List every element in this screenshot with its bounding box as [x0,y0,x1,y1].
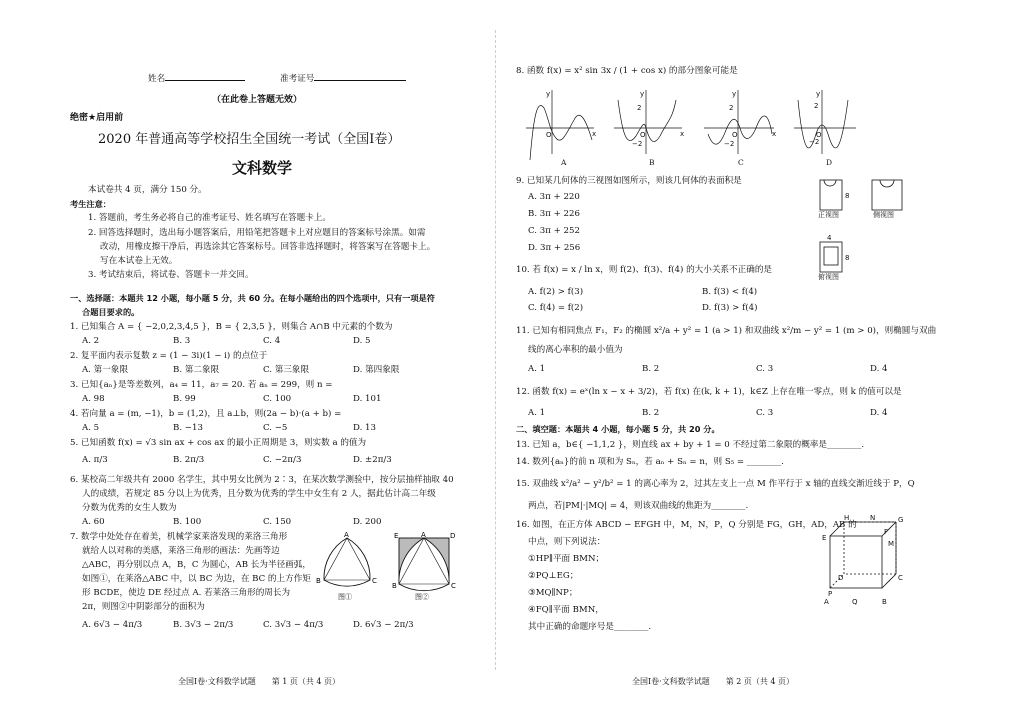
q15-line-2: 两点，若|PM|·|MQ| = 4，则该双曲线的焦距为________. [528,501,749,511]
fig1-caption: 图① [338,593,352,601]
q14-text: 14. 数列{aₙ}的前 n 项和为 Sₙ，若 aₙ + Sₙ = n，则 S₅ = ________. [516,457,784,467]
footer-right: 全国Ⅰ卷·文科数学试题 第 2 页（共 4 页） [632,677,795,686]
svg-text:E: E [394,532,399,540]
svg-text:O: O [546,131,552,139]
q8-stem: 8. 函数 f(x) = x² sin 3x / (1 + cos x) 的部分图象可能是 [516,66,738,76]
svg-text:E: E [822,534,827,542]
svg-text:D: D [838,574,844,582]
q13-text: 13. 已知 a，b∈{ −1,1,2 }，则直线 ax + by + 1 = 0 不经过第二象限的概率是________. [516,440,865,450]
q11-opt-b: B. 2 [642,364,660,374]
q7-line-4: 如图①，在莱洛△ABC 中，以 BC 为边，在 BC 的上方作矩 [82,574,311,584]
q12-opt-d: D. 4 [870,408,888,418]
q12-opt-a: A. 1 [528,408,546,418]
svg-text:A: A [824,598,829,606]
q9-front-view-caption: 正视图 [818,211,839,219]
q2-stem: 2. 复平面内表示复数 z = (1 − 3i)(1 − i) 的点位于 [70,351,268,361]
q1-opt-a: A. 2 [82,336,100,346]
section2-title: 二、填空题：本题共 4 小题，每小题 5 分，共 20 分。 [516,424,720,434]
reuleaux-figures [312,532,464,608]
q16-item-4: ④FQ∥平面 BMN， [528,605,604,615]
notice-title: 考生注意： [70,199,111,209]
q7-opt-c: C. 3√3 − 4π/3 [263,620,324,630]
q3-opt-c: C. 100 [263,394,292,404]
id-line: 准考证号 [280,70,406,85]
q4-opt-d: D. 13 [353,423,376,433]
q3-opt-b: B. 99 [173,394,196,404]
svg-text:C: C [451,582,456,590]
q11-line-1: 11. 已知有相同焦点 F₁，F₂ 的椭圆 x²/a + y² = 1 (a > 1) 和双曲线 x²/m − y² = 1 (m > 0)，则椭圆与双曲 [516,326,937,336]
q9-opt-d: D. 3π + 256 [528,243,581,253]
svg-text:Q: Q [852,598,858,606]
q6-opt-d: D. 200 [353,517,382,527]
q4-opt-a: A. 5 [82,423,100,433]
footer-left: 全国Ⅰ卷·文科数学试题 第 1 页（共 4 页） [178,677,341,686]
q9-top-view-caption: 俯视图 [818,273,839,281]
q10-opt-d: D. f(3) > f(4) [702,303,758,313]
q2-opt-a: A. 第一象限 [82,365,129,375]
svg-text:2: 2 [729,104,734,112]
q16-item-1: ①HP∥平面 BMN； [528,554,605,564]
svg-text:x: x [592,130,597,138]
svg-text:y: y [816,90,821,98]
q10-opt-b: B. f(3) < f(4) [702,287,758,297]
q8-graph-label-c: C [738,158,744,167]
q3-opt-d: D. 101 [353,394,382,404]
q2-opt-d: D. 第四象限 [353,365,400,375]
q9-opt-b: B. 3π + 226 [528,209,580,219]
svg-text:B: B [882,598,887,606]
svg-text:y: y [640,90,645,98]
reuleaux-triangle-fig1 [324,538,370,586]
q16-line-1: 16. 如图，在正方体 ABCD − EFGH 中，M，N，P，Q 分别是 FG，GH，AD，AB 的 [516,520,857,530]
svg-text:B: B [316,577,321,585]
q10-opt-c: C. f(4) = f(2) [528,303,584,313]
q1-opt-d: D. 5 [353,336,371,346]
q16-line-2: 中点，则下列说法： [528,537,606,547]
q5-opt-d: D. ±2π/3 [353,455,392,465]
q12-opt-b: B. 2 [642,408,660,418]
svg-text:2: 2 [814,102,819,110]
three-view-figure [812,172,922,282]
svg-text:4: 4 [827,234,832,242]
exam-title: 2020 年普通高等学校招生全国统一考试（全国Ⅰ卷） [98,132,401,147]
section1-title-2: 合题目要求的。 [82,307,140,317]
q1-opt-c: C. 4 [263,336,281,346]
section1-title: 一、选择题：本题共 12 小题，每小题 5 分，共 60 分。在每小题给出的四个选项中，只有一项是符 [70,293,435,303]
svg-text:O: O [640,131,646,139]
notice-3: 3. 考试结束后，将试卷、答题卡一并交回。 [88,270,254,280]
svg-text:y: y [546,90,551,98]
name-line: 姓名 [148,70,245,85]
q8-graph-label-a: A [561,158,567,167]
svg-text:D: D [450,532,456,540]
q5-opt-b: B. 2π/3 [173,455,205,465]
invalid-note: （在此卷上答题无效） [212,95,303,105]
svg-text:M: M [888,540,895,548]
q3-opt-a: A. 98 [82,394,105,404]
svg-text:x: x [772,130,777,138]
svg-text:N: N [870,514,876,522]
q5-opt-a: A. π/3 [82,455,108,465]
q4-opt-b: B. −13 [173,423,203,433]
q7-line-5: 形 BCDE，使边 DE 经过点 A. 若莱洛三角形的周长为 [82,588,291,598]
q11-opt-a: A. 1 [528,364,546,374]
svg-text:y: y [732,90,737,98]
svg-text:G: G [898,516,904,524]
q7-line-6: 2π，则图②中阴影部分的面积为 [82,602,205,612]
q10-opt-a: A. f(2) > f(3) [528,287,584,297]
svg-text:8: 8 [845,254,850,262]
q7-opt-a: A. 6√3 − 4π/3 [82,620,143,630]
svg-text:2: 2 [637,104,642,112]
q5-stem: 5. 已知函数 f(x) = √3 sin ax + cos ax 的最小正周期是 3，则实数 a 的值为 [70,438,367,448]
svg-text:B: B [392,582,397,590]
cube-figure [816,514,906,610]
svg-text:−2: −2 [809,138,820,146]
q1-stem: 1. 已知集合 A = { −2,0,2,3,4,5 }，B = { 2,3,5 }，则集合 A∩B 中元素的个数为 [70,322,393,332]
svg-text:x: x [680,130,685,138]
q2-opt-c: C. 第三象限 [263,365,310,375]
subject-title: 文科数学 [232,159,293,177]
q8-graph-label-b: B [649,158,655,167]
q9-stem: 9. 已知某几何体的三视图如图所示，则该几何体的表面积是 [516,176,742,186]
q5-opt-c: C. −2π/3 [263,455,302,465]
svg-text:−2: −2 [724,140,735,148]
q16-answer-line: 其中正确的命题序号是________. [528,622,652,632]
svg-text:−2: −2 [632,140,643,148]
svg-text:F: F [884,528,889,536]
q4-opt-c: C. −5 [263,423,288,433]
q12-opt-c: C. 3 [756,408,774,418]
pages-info: 本试卷共 4 页，满分 150 分。 [88,185,207,195]
q7-line-1: 7. 数学中处处存在着美，机械学家莱洛发现的莱洛三角形 [70,532,288,542]
svg-text:C: C [898,574,903,582]
q8-graph-label-d: D [826,158,833,167]
notice-2c: 写在本试卷上无效。 [100,256,178,266]
q16-item-2: ②PQ⊥EG； [528,571,579,581]
q6-opt-b: B. 100 [173,517,202,527]
svg-text:O: O [732,131,738,139]
q7-opt-b: B. 3√3 − 2π/3 [173,620,234,630]
q7-line-2: 就给人以对称的美感，莱洛三角形的画法：先画等边 [82,546,280,556]
q12-stem: 12. 函数 f(x) = eˣ(ln x − x + 3/2)，若 f(x) 在(k, k + 1)，k∈Z 上存在唯一零点，则 k 的值可以是 [516,387,902,397]
q11-line-2: 线的离心率积的最小值为 [528,345,623,355]
q16-item-3: ③MQ∥NP； [528,588,578,598]
svg-text:O: O [816,131,822,139]
q2-opt-b: B. 第二象限 [173,365,220,375]
svg-text:P: P [828,590,833,598]
q9-opt-c: C. 3π + 252 [528,226,580,236]
svg-text:A: A [421,532,426,539]
svg-text:C: C [372,577,377,585]
column-divider [495,30,497,670]
notice-2: 2. 回答选择题时，选出每小题答案后，用铅笔把答题卡上对应题目的答案标号涂黑。如需 [88,228,426,238]
secret-label: 绝密★启用前 [70,113,124,123]
q9-opt-a: A. 3π + 220 [528,192,580,202]
q15-line-1: 15. 双曲线 x²/a² − y²/b² = 1 的离心率为 2，过其左支上一点 M 作平行于 x 轴的直线交渐近线于 P，Q [516,479,915,489]
q10-stem: 10. 若 f(x) = x / ln x，则 f(2)、f(3)、f(4) 的大小关系不正确的是 [516,265,773,275]
q7-line-3: △ABC，再分别以点 A，B，C 为圆心，AB 长为半径画弧， [82,560,311,570]
notice-2b: 改动，用橡皮擦干净后，再选涂其它答案标号。回答非选择题时，将答案写在答题卡上。 [100,242,436,252]
q11-opt-d: D. 4 [870,364,888,374]
svg-text:A: A [344,532,349,539]
fig2-caption: 图② [415,593,429,601]
q6-opt-a: A. 60 [82,517,105,527]
q6-line-3: 分数为优秀的女生人数为 [82,503,177,513]
svg-text:8: 8 [845,192,850,200]
q4-stem: 4. 若向量 a = (m, −1)，b = (1,2)，且 a⊥b，则(2a − b)·(a + b) = [70,409,342,419]
q7-opt-d: D. 6√3 − 2π/3 [353,620,414,630]
q6-line-2: 人的成绩，若规定 85 分以上为优秀，且分数为优秀的学生中女生有 2 人，据此估计高二年级 [82,489,436,499]
q6-opt-c: C. 150 [263,517,292,527]
q6-line-1: 6. 某校高二年级共有 2000 名学生，其中男女比例为 2∶3，在某次数学测验中，按分层抽样抽取 40 [70,475,454,485]
q3-stem: 3. 已知{aₙ}是等差数列，a₄ = 11，a₇ = 20. 若 aₙ = 299，则 n = [70,380,333,390]
q11-opt-c: C. 3 [756,364,774,374]
notice-1: 1. 答题前，考生务必将自己的准考证号、姓名填写在答题卡上。 [88,213,331,223]
q1-opt-b: B. 3 [173,336,191,346]
q9-side-view-caption: 侧视图 [873,211,894,219]
q8-graphs [526,90,856,168]
svg-text:H: H [844,514,850,522]
